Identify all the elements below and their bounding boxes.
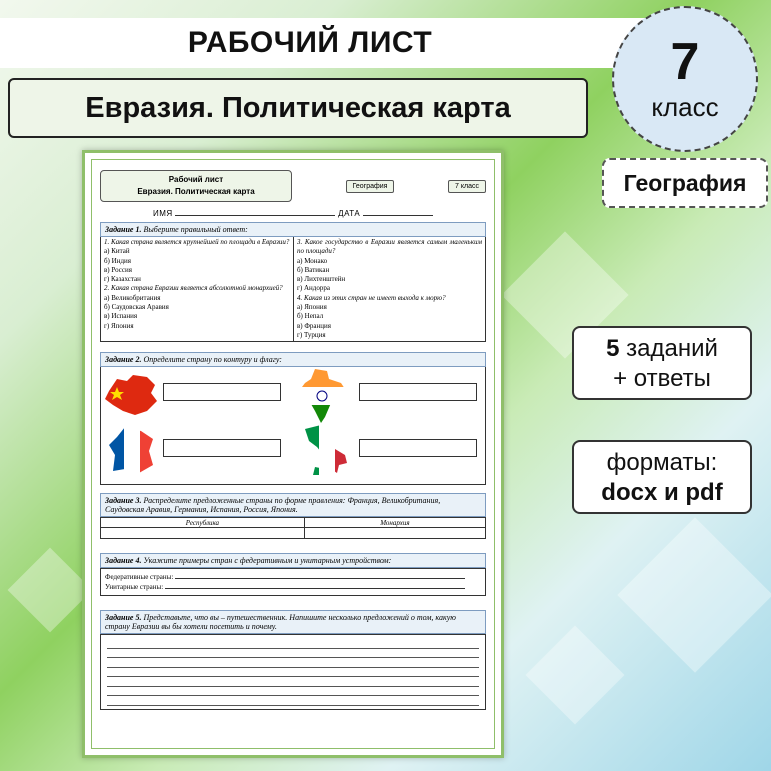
tasks-badge — [572, 326, 752, 400]
subject-text: География — [623, 170, 747, 196]
worksheet-header — [100, 166, 486, 206]
name-label: ИМЯ — [153, 209, 173, 218]
q3-option-d: г) Андорра — [297, 284, 330, 293]
writing-line — [107, 687, 479, 697]
worksheet-title-box — [100, 170, 292, 202]
unitary-label: Унитарные страны: — [105, 583, 164, 592]
task3-header — [100, 493, 486, 517]
writing-line — [107, 658, 479, 668]
q1-option-c: в) Россия — [104, 265, 132, 274]
worksheet-preview — [82, 150, 504, 758]
task3-text: Распределите предложенные страны по форме правления: Франция, Великобритания, Саудовская Аравия, Германия, Испания, Россия, Япония. — [105, 496, 441, 515]
task4-text: Укажите примеры стран с федеративным и унитарным устройством: — [141, 556, 392, 566]
worksheet-grade-tag: 7 класс — [448, 180, 486, 193]
task4-label: Задание 4. — [105, 556, 142, 566]
grade-badge — [612, 6, 758, 152]
task2-label: Задание 2. — [105, 355, 142, 365]
china-map-icon — [103, 371, 159, 419]
answer-box-2[interactable] — [359, 383, 477, 401]
question-1: 1. Какая страна является крупнейшей по площади в Евразии? — [104, 238, 290, 246]
federal-fill-line[interactable] — [175, 573, 465, 579]
date-line — [363, 209, 433, 216]
q1-option-d: г) Казахстан — [104, 275, 141, 284]
task1-label: Задание 1. — [105, 225, 142, 234]
france-map-icon — [107, 425, 157, 475]
q2-option-c: в) Испания — [104, 312, 138, 321]
task1-grid — [100, 237, 486, 342]
subtitle-box — [8, 78, 588, 138]
worksheet-title-2: Евразия. Политическая карта — [137, 187, 255, 196]
answer-box-3[interactable] — [163, 439, 281, 457]
task5-label: Задание 5. — [105, 613, 142, 623]
name-line — [175, 209, 335, 216]
unitary-fill-line[interactable] — [165, 583, 465, 589]
tasks-count: 5 — [606, 335, 620, 362]
subject-badge — [602, 158, 768, 208]
worksheet-subject-tag: География — [346, 180, 395, 193]
federal-label: Федеративные страны: — [105, 573, 174, 582]
q4-option-b: б) Непал — [297, 312, 324, 321]
column-monarchy: Монархия — [304, 518, 485, 528]
italy-map-icon — [301, 423, 353, 481]
grade-word: класс — [651, 91, 719, 122]
answer-box-4[interactable] — [359, 439, 477, 457]
name-date-row — [100, 209, 486, 218]
task5-answer-box[interactable] — [100, 634, 486, 710]
q3-option-a: а) Монако — [297, 256, 328, 265]
grade-number: 7 — [670, 32, 700, 91]
writing-line — [107, 639, 479, 649]
background-shape — [526, 626, 625, 725]
formats-badge — [572, 440, 752, 514]
q1-option-b: б) Индия — [104, 256, 131, 265]
task2-text: Определите страну по контуру и флагу: — [141, 355, 282, 365]
writing-line — [107, 696, 479, 706]
date-label: ДАТА — [338, 209, 361, 218]
tasks-answers: + ответы — [613, 365, 711, 392]
task5-header — [100, 610, 486, 634]
answer-box-1[interactable] — [163, 383, 281, 401]
task1-left-col — [101, 237, 293, 341]
q4-option-a: а) Япония — [297, 303, 327, 312]
banner-text: РАБОЧИЙ ЛИСТ — [187, 26, 433, 59]
task3-table — [100, 517, 486, 539]
column-republic: Республика — [101, 518, 305, 528]
q2-option-b: б) Саудовская Аравия — [104, 303, 169, 312]
table-cell[interactable] — [101, 528, 305, 539]
task5-text: Представьте, что вы – путешественник. Напишите несколько предложений о том, какую страну Евразии вы бы хотели посетить и почему. — [105, 613, 456, 632]
writing-line — [107, 649, 479, 659]
q1-option-a: а) Китай — [104, 247, 130, 256]
task1-header — [100, 222, 486, 237]
background-shape — [617, 517, 771, 673]
task4-header — [100, 553, 486, 568]
formats-value: docx и pdf — [601, 479, 723, 506]
task4-box — [100, 568, 486, 596]
worksheet-title-1: Рабочий лист — [168, 175, 224, 184]
task3-label: Задание 3. — [105, 496, 142, 506]
background-shape — [8, 548, 93, 633]
task2-area — [100, 367, 486, 485]
question-4: 4. Какая из этих стран не имеет выхода к морю? — [297, 293, 446, 302]
tasks-word: заданий — [619, 335, 718, 362]
subtitle-text: Евразия. Политическая карта — [85, 91, 511, 124]
q3-option-c: в) Лихтенштейн — [297, 275, 346, 284]
task2-header — [100, 352, 486, 367]
q4-option-c: в) Франция — [297, 321, 331, 330]
question-2: 2. Какая страна Евразии является абсолютной монархией? — [104, 284, 283, 293]
writing-line — [107, 677, 479, 687]
q2-option-d: г) Япония — [104, 321, 134, 330]
writing-line — [107, 668, 479, 678]
q2-option-a: а) Великобритания — [104, 293, 161, 302]
table-cell[interactable] — [304, 528, 485, 539]
q4-option-d: г) Турция — [297, 330, 326, 339]
question-3: 3. Какое государство в Евразии является самым маленьким по площади? — [297, 238, 482, 256]
q3-option-b: б) Ватикан — [297, 265, 330, 274]
worksheet-frame — [91, 159, 495, 749]
formats-label: форматы: — [606, 449, 718, 476]
title-banner — [0, 18, 660, 68]
task1-text: Выберите правильный ответ: — [141, 225, 248, 234]
task1-right-col — [293, 237, 485, 341]
india-map-icon — [297, 367, 347, 425]
